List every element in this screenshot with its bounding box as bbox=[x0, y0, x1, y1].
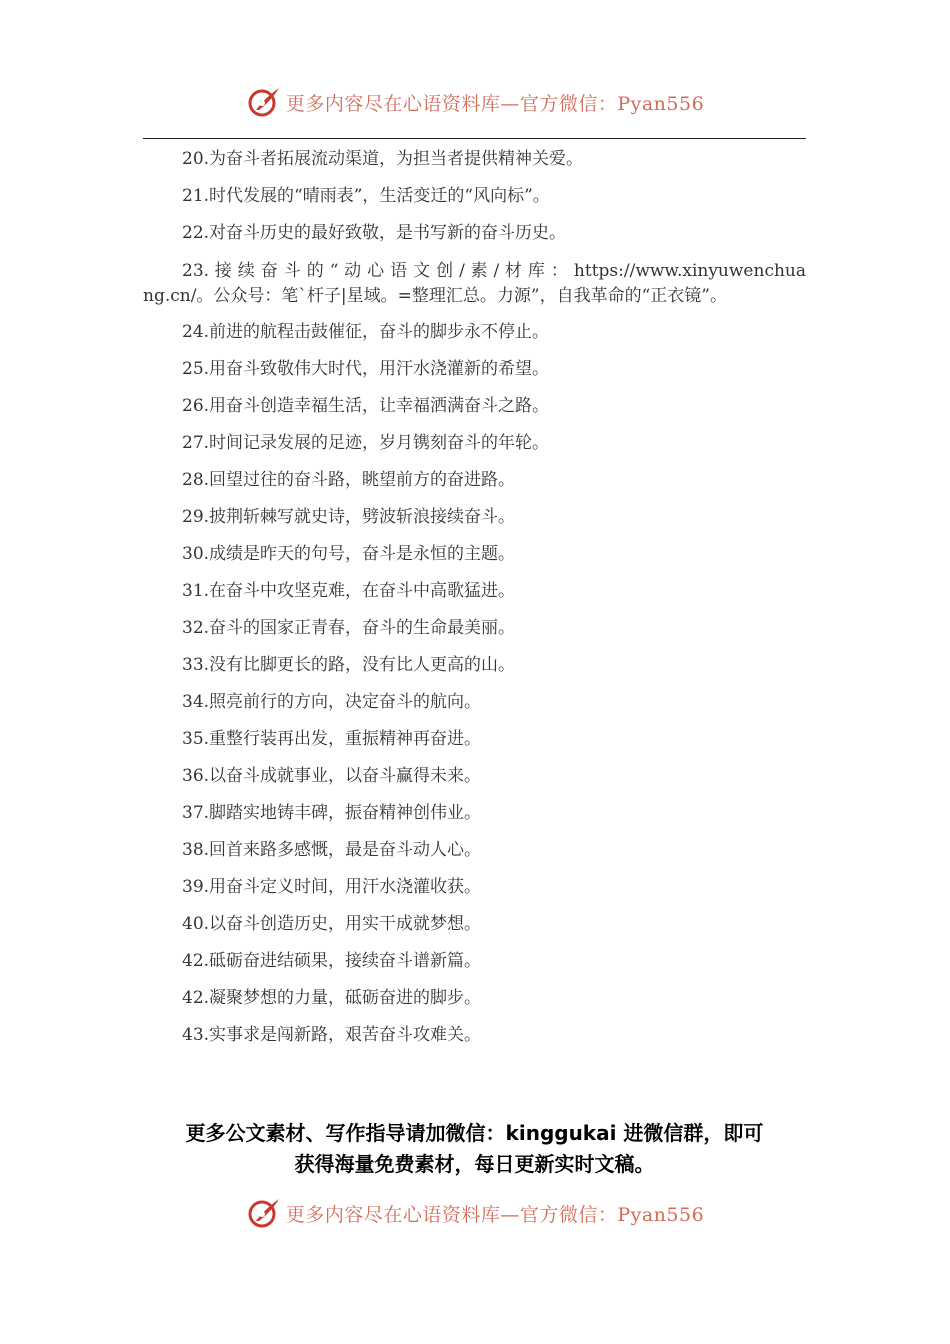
list-item: 42.砥砺奋进结硕果，接续奋斗谱新篇。 bbox=[182, 951, 482, 971]
list-item: 26.用奋斗创造幸福生活，让幸福洒满奋斗之路。 bbox=[182, 396, 550, 416]
list-item: 32.奋斗的国家正青春，奋斗的生命最美丽。 bbox=[182, 618, 516, 638]
list-item: 40.以奋斗创造历史，用实干成就梦想。 bbox=[182, 914, 482, 934]
list-item: 35.重整行装再出发，重振精神再奋进。 bbox=[182, 729, 482, 749]
list-item: 39.用奋斗定义时间，用汗水浇灌收获。 bbox=[182, 877, 482, 897]
footer-banner bbox=[0, 1193, 950, 1233]
list-item: 42.凝聚梦想的力量，砥砺奋进的脚步。 bbox=[182, 988, 482, 1008]
list-item-23: 23. 接 续 奋 斗 的 “ 动 心 语 文 创 / 素 / 材 库 ： https://www.xinyuwenchuang.cn/。公众号：笔`杆子|星域。=整理汇总。力源”，自我革命的“正衣镜”。 bbox=[143, 261, 806, 306]
list-item: 34.照亮前行的方向，决定奋斗的航向。 bbox=[182, 692, 482, 712]
header-banner bbox=[0, 82, 950, 122]
list-item: 22.对奋斗历史的最好致敬，是书写新的奋斗历史。 bbox=[182, 223, 567, 243]
document-body bbox=[143, 141, 806, 1054]
header-banner-text: 更多内容尽在心语资料库—官方微信：Pyan556 bbox=[285, 92, 705, 115]
quill-logo-icon bbox=[246, 1195, 282, 1231]
list-item: 30.成绩是昨天的句号，奋斗是永恒的主题。 bbox=[182, 544, 516, 564]
list-item: 24.前进的航程击鼓催征，奋斗的脚步永不停止。 bbox=[182, 322, 550, 342]
list-item: 29.披荆斩棘写就史诗，劈波斩浪接续奋斗。 bbox=[182, 507, 516, 527]
list-item: 27.时间记录发展的足迹，岁月镌刻奋斗的年轮。 bbox=[182, 433, 550, 453]
list-item: 28.回望过往的奋斗路，眺望前方的奋进路。 bbox=[182, 470, 516, 490]
quill-logo-icon bbox=[246, 84, 282, 120]
list-item: 21.时代发展的“晴雨表”，生活变迁的“风向标”。 bbox=[182, 186, 550, 206]
footer-banner-text: 更多内容尽在心语资料库—官方微信：Pyan556 bbox=[285, 1203, 705, 1226]
list-item: 38.回首来路多感慨，最是奋斗动人心。 bbox=[182, 840, 482, 860]
list-item: 20.为奋斗者拓展流动渠道，为担当者提供精神关爱。 bbox=[182, 149, 584, 169]
list-item: 25.用奋斗致敬伟大时代，用汗水浇灌新的希望。 bbox=[182, 359, 550, 379]
footer-cta-line-1: 更多公文素材、写作指导请加微信：kinggukai 进微信群，即可 bbox=[185, 1121, 764, 1145]
list-item: 33.没有比脚更长的路，没有比人更高的山。 bbox=[182, 655, 516, 675]
header-divider bbox=[143, 138, 806, 139]
footer-cta bbox=[143, 1118, 806, 1180]
list-item: 37.脚踏实地铸丰碑，振奋精神创伟业。 bbox=[182, 803, 482, 823]
list-item: 43.实事求是闯新路，艰苦奋斗攻难关。 bbox=[182, 1025, 482, 1045]
list-item: 31.在奋斗中攻坚克难，在奋斗中高歌猛进。 bbox=[182, 581, 516, 601]
list-item: 36.以奋斗成就事业，以奋斗赢得未来。 bbox=[182, 766, 482, 786]
footer-cta-line-2: 获得海量免费素材，每日更新实时文稿。 bbox=[294, 1152, 655, 1176]
